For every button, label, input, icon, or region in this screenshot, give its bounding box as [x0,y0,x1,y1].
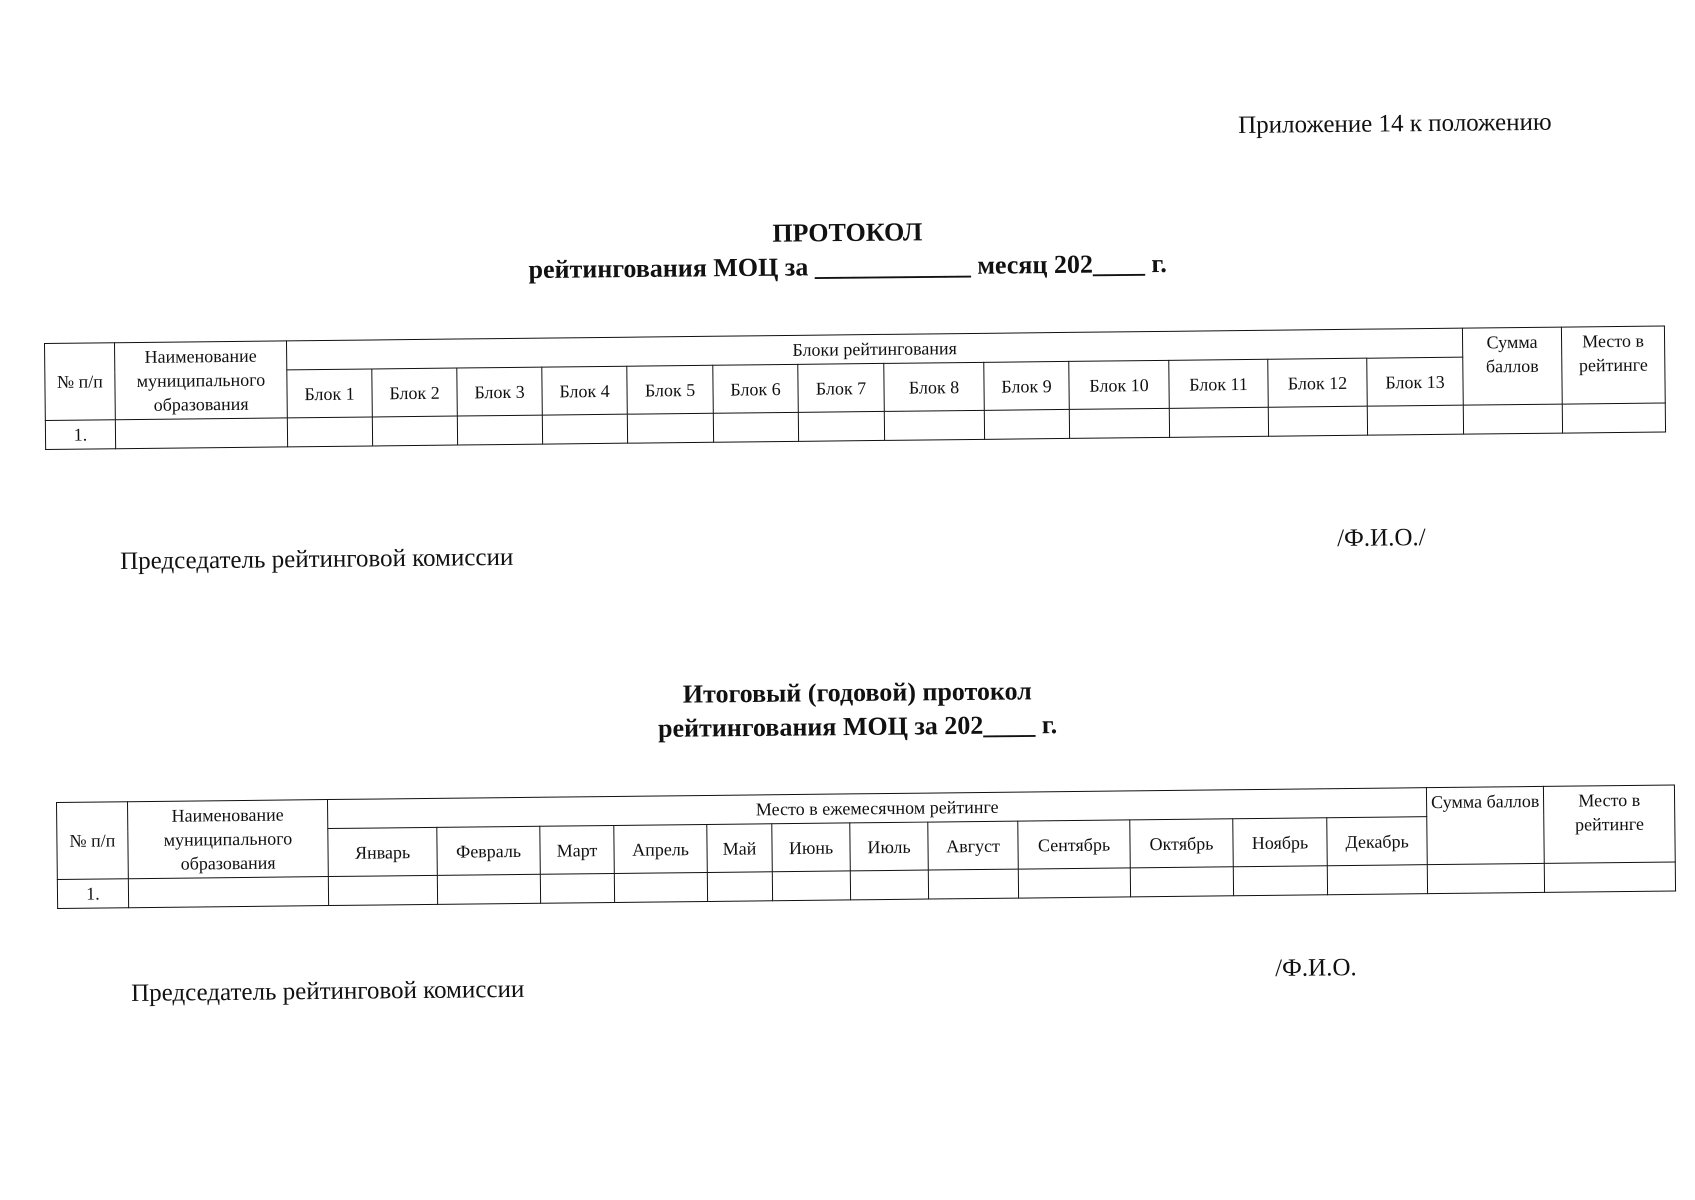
table-cell [1427,863,1544,893]
month-header: Июль [850,822,929,870]
table-cell [1233,866,1327,896]
block-header: Блок 2 [372,368,458,417]
block-header: Блок 13 [1367,358,1464,407]
table-cell [115,418,287,449]
month-header: Май [707,824,773,872]
block-header: Блок 4 [542,367,628,416]
table-cell [372,416,457,446]
table-cell [928,869,1018,899]
monthly-rating-table [44,325,1666,450]
month-header: Февраль [437,827,541,876]
row-number: 1. [45,420,115,450]
table-cell [1169,407,1268,437]
month-header: Сентябрь [1018,820,1131,869]
table-cell [1544,862,1675,892]
table-cell [287,417,372,447]
block-header: Блок 12 [1268,359,1368,408]
table-cell [1367,405,1463,435]
month-header: Март [540,826,615,874]
annual-signer: Председатель рейтинговой комиссии [131,975,525,1007]
table-cell [614,872,707,902]
table-cell [772,871,850,901]
table-cell [1463,404,1562,434]
monthly-group-header: Блоки рейтингования [286,328,1462,370]
appendix-label: Приложение 14 к положению [1238,108,1552,139]
table-cell [540,873,614,903]
monthly-fio: /Ф.И.О./ [1337,524,1426,552]
annual-rating-table [56,784,1676,909]
block-header: Блок 1 [287,369,373,418]
annual-fio: /Ф.И.О. [1275,954,1357,982]
month-header: Август [928,821,1019,870]
table-cell [798,411,884,441]
monthly-col-sum: Сумма баллов [1462,327,1562,405]
table-cell [984,409,1069,439]
row-number: 1. [57,879,128,909]
monthly-col-place: Место в рейтинге [1561,326,1665,404]
block-header: Блок 7 [798,364,885,413]
annual-subtitle: рейтингования МОЦ за 202____ г. [657,710,1058,743]
monthly-col-name: Наименование муниципального образования [115,341,288,420]
table-cell [128,877,328,908]
table-cell [1069,408,1169,438]
monthly-subtitle: рейтингования МОЦ за ____________ месяц 202____ г. [528,248,1167,285]
block-header: Блок 6 [713,365,799,414]
annual-group-header: Место в ежемесячном рейтинге [327,788,1426,829]
month-header: Декабрь [1327,817,1428,866]
table-cell [884,410,984,440]
table-cell [542,414,627,444]
annual-col-num: № п/п [57,802,129,880]
monthly-title: ПРОТОКОЛ [772,217,923,248]
annual-col-name: Наименование муниципального образования [128,800,329,879]
month-header: Июнь [772,823,851,871]
table-cell [850,870,928,900]
month-header: Октябрь [1130,819,1234,868]
block-header: Блок 5 [627,366,714,415]
block-header: Блок 3 [457,367,543,416]
table-cell [1018,868,1130,898]
table-cell [713,412,798,442]
annual-col-place: Место в рейтинге [1544,785,1676,863]
monthly-signer: Председатель рейтинговой комиссии [120,543,514,575]
table-cell [1268,406,1367,436]
month-header: Апрель [614,825,708,874]
table-cell [707,872,772,902]
table-cell [437,874,540,904]
annual-col-sum: Сумма баллов [1427,786,1545,864]
block-header: Блок 11 [1169,360,1269,409]
annual-title: Итоговый (годовой) протокол [682,676,1032,709]
table-cell [1327,865,1427,895]
block-header: Блок 10 [1069,361,1170,410]
monthly-title-block [0,208,1695,292]
block-header: Блок 9 [984,362,1070,411]
table-cell [328,875,437,905]
table-cell [627,413,713,443]
month-header: Январь [328,828,438,877]
table-cell [457,415,542,445]
month-header: Ноябрь [1233,818,1328,867]
table-cell [1130,867,1233,897]
monthly-col-num: № п/п [45,343,116,421]
table-cell [1562,403,1665,433]
block-header: Блок 8 [884,363,985,412]
annual-title-block [10,668,1695,752]
